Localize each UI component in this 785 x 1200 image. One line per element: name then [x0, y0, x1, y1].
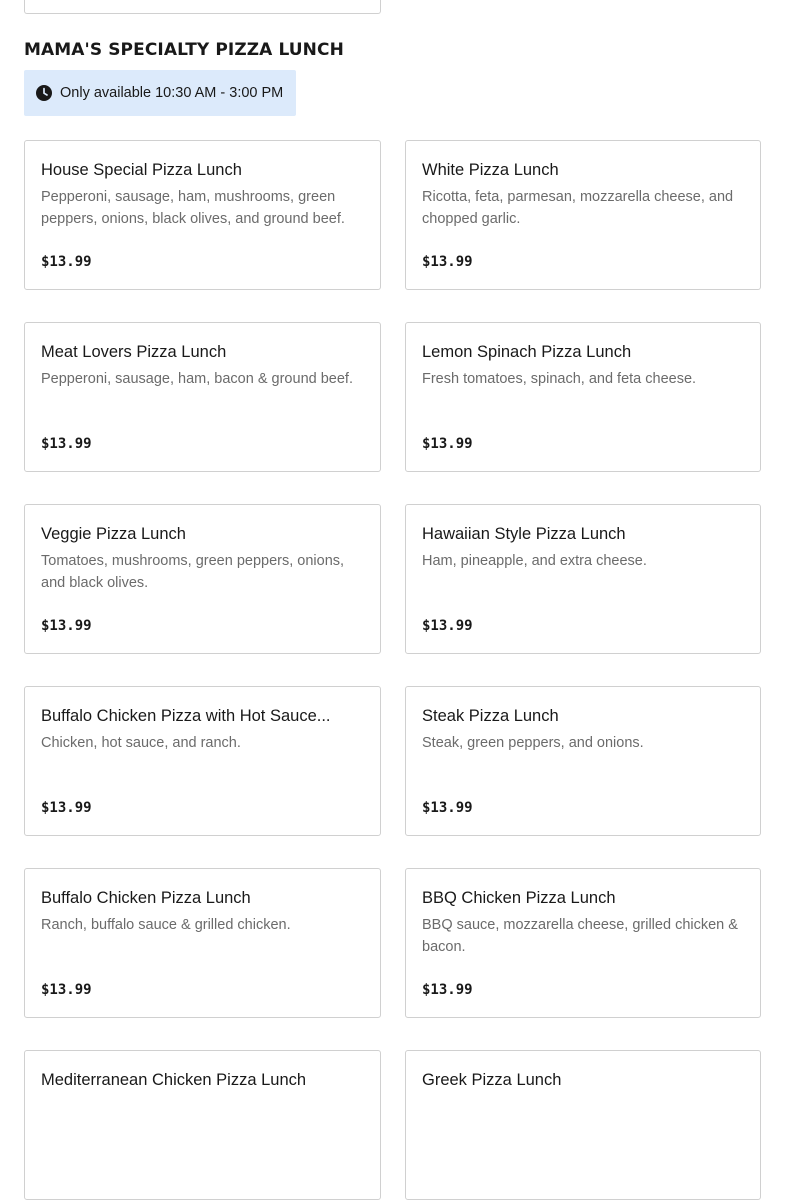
menu-item-description: Ranch, buffalo sauce & grilled chicken. — [41, 917, 291, 933]
menu-item-card[interactable] — [405, 504, 761, 654]
menu-item-description: Ham, pineapple, and extra cheese. — [422, 553, 647, 569]
menu-item-description: BBQ sauce, mozzarella cheese, grilled chicken & bacon. — [422, 917, 738, 955]
menu-item-name: Veggie Pizza Lunch — [41, 525, 186, 543]
menu-item-card[interactable] — [405, 140, 761, 290]
menu-item-price: $13.99 — [41, 254, 92, 270]
menu-item-price: $13.99 — [41, 618, 92, 634]
menu-item-card[interactable] — [24, 1050, 381, 1200]
menu-item-price: $13.99 — [422, 800, 473, 816]
menu-item-name: White Pizza Lunch — [422, 161, 559, 179]
menu-item-description: Chicken, hot sauce, and ranch. — [41, 735, 241, 751]
menu-item-name: Buffalo Chicken Pizza with Hot Sauce... — [41, 707, 331, 725]
menu-item-card[interactable] — [405, 1050, 761, 1200]
menu-item-card[interactable] — [24, 322, 381, 472]
menu-item-description: Pepperoni, sausage, ham, bacon & ground beef. — [41, 371, 353, 387]
menu-item-name: House Special Pizza Lunch — [41, 161, 242, 179]
menu-item-name: Greek Pizza Lunch — [422, 1071, 562, 1089]
section-title: MAMA'S SPECIALTY PIZZA LUNCH — [24, 40, 344, 60]
menu-item-price: $13.99 — [422, 618, 473, 634]
menu-item-card[interactable] — [405, 322, 761, 472]
menu-item-price: $13.99 — [41, 436, 92, 452]
menu-item-description: Tomatoes, mushrooms, green peppers, onions, and black olives. — [41, 553, 345, 591]
availability-text: Only available 10:30 AM - 3:00 PM — [60, 85, 284, 101]
menu-item-description: Pepperoni, sausage, ham, mushrooms, green peppers, onions, black olives, and ground beef. — [41, 189, 345, 227]
menu-item-name: Mediterranean Chicken Pizza Lunch — [41, 1071, 307, 1089]
menu-item-grid — [24, 140, 761, 1200]
menu-item-card[interactable] — [405, 686, 761, 836]
menu-item-price: $13.99 — [41, 982, 92, 998]
menu-item-description: Steak, green peppers, and onions. — [422, 735, 644, 751]
menu-item-card[interactable] — [405, 868, 761, 1018]
menu-item-price: $13.99 — [422, 982, 473, 998]
menu-item-name: Meat Lovers Pizza Lunch — [41, 343, 227, 361]
menu-item-name: Steak Pizza Lunch — [422, 707, 559, 725]
menu-item-price: $13.99 — [422, 254, 473, 270]
menu-item-card[interactable] — [24, 140, 381, 290]
menu-item-price: $13.99 — [41, 800, 92, 816]
menu-item-card[interactable] — [24, 868, 381, 1018]
menu-item-card[interactable] — [24, 686, 381, 836]
availability-banner — [24, 70, 296, 116]
menu-item-name: Buffalo Chicken Pizza Lunch — [41, 889, 251, 907]
menu-item-price: $13.99 — [422, 436, 473, 452]
menu-item-name: Hawaiian Style Pizza Lunch — [422, 525, 626, 543]
previous-menu-item-card[interactable] — [24, 0, 381, 14]
menu-item-name: BBQ Chicken Pizza Lunch — [422, 889, 616, 907]
menu-item-description: Fresh tomatoes, spinach, and feta cheese. — [422, 371, 697, 387]
menu-item-name: Lemon Spinach Pizza Lunch — [422, 343, 632, 361]
clock-icon — [36, 85, 52, 101]
menu-item-description: Ricotta, feta, parmesan, mozzarella cheese, and chopped garlic. — [422, 189, 734, 227]
menu-item-card[interactable] — [24, 504, 381, 654]
